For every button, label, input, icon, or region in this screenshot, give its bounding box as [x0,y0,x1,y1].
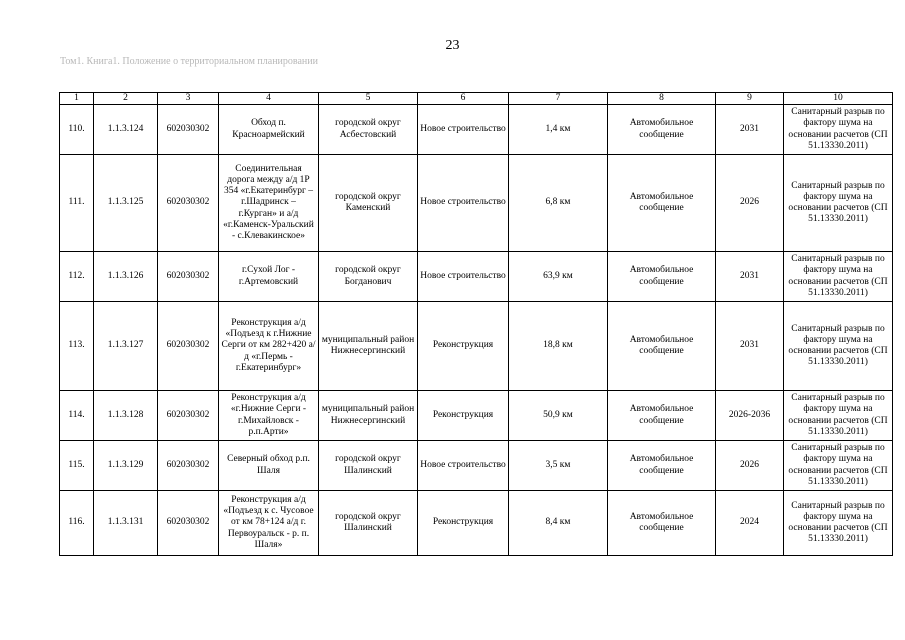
zone-note: Санитарный разрыв по фактору шума на основании расчетов (СП 51.13330.2011) [784,441,893,491]
work-type: Новое строительство [418,155,509,252]
object-code: 1.1.3.131 [94,491,158,556]
purpose: Автомобильное сообщение [608,252,716,302]
deadline: 2031 [716,105,784,155]
deadline: 2026 [716,155,784,252]
table-row [60,441,893,491]
classifier-code: 602030302 [158,391,219,441]
column-header: 4 [219,93,319,105]
table-row [60,302,893,391]
document-header: Том1. Книга1. Положение о территориальном планировании [60,56,318,67]
purpose: Автомобильное сообщение [608,155,716,252]
location: городской округ Шалинский [319,441,418,491]
classifier-code: 602030302 [158,252,219,302]
zone-note: Санитарный разрыв по фактору шума на основании расчетов (СП 51.13330.2011) [784,491,893,556]
zone-note: Санитарный разрыв по фактору шума на основании расчетов (СП 51.13330.2011) [784,391,893,441]
zone-note: Санитарный разрыв по фактору шума на основании расчетов (СП 51.13330.2011) [784,155,893,252]
purpose: Автомобильное сообщение [608,491,716,556]
length: 18,8 км [509,302,608,391]
purpose: Автомобильное сообщение [608,391,716,441]
deadline: 2026 [716,441,784,491]
deadline: 2024 [716,491,784,556]
table-row [60,252,893,302]
location: городской округ Асбестовский [319,105,418,155]
column-header: 6 [418,93,509,105]
object-code: 1.1.3.128 [94,391,158,441]
object-name: Реконструкция а/д «Подъезд к с. Чусовое от км 78+124 а/д г. Первоуральск - р. п. Шаля» [219,491,319,556]
column-header: 1 [60,93,94,105]
column-header: 10 [784,93,893,105]
length: 50,9 км [509,391,608,441]
zone-note: Санитарный разрыв по фактору шума на основании расчетов (СП 51.13330.2011) [784,302,893,391]
purpose: Автомобильное сообщение [608,441,716,491]
object-name: Соединительная дорога между а/д 1Р 354 «г.Екатеринбург – г.Шадринск – г.Курган» и а/д «г.Каменск-Уральский - с.Клевакинское» [219,155,319,252]
classifier-code: 602030302 [158,155,219,252]
classifier-code: 602030302 [158,491,219,556]
row-number: 112. [60,252,94,302]
work-type: Новое строительство [418,105,509,155]
work-type: Реконструкция [418,302,509,391]
zone-note: Санитарный разрыв по фактору шума на основании расчетов (СП 51.13330.2011) [784,252,893,302]
purpose: Автомобильное сообщение [608,302,716,391]
work-type: Новое строительство [418,441,509,491]
object-name: Реконструкция а/д «г.Нижние Серги - г.Михайловск - р.п.Арти» [219,391,319,441]
planning-table [59,92,893,556]
length: 1,4 км [509,105,608,155]
object-name: Обход п. Красноармейский [219,105,319,155]
row-number: 110. [60,105,94,155]
purpose: Автомобильное сообщение [608,105,716,155]
row-number: 111. [60,155,94,252]
column-header: 8 [608,93,716,105]
object-code: 1.1.3.124 [94,105,158,155]
column-header: 9 [716,93,784,105]
object-code: 1.1.3.125 [94,155,158,252]
table-row [60,155,893,252]
work-type: Новое строительство [418,252,509,302]
length: 3,5 км [509,441,608,491]
classifier-code: 602030302 [158,302,219,391]
length: 63,9 км [509,252,608,302]
length: 8,4 км [509,491,608,556]
row-number: 115. [60,441,94,491]
page-number: 23 [445,38,460,53]
object-code: 1.1.3.129 [94,441,158,491]
location: городской округ Богданович [319,252,418,302]
table-row [60,105,893,155]
row-number: 116. [60,491,94,556]
location: муниципальный район Нижнесергинский [319,302,418,391]
object-name: Реконструкция а/д «Подъезд к г.Нижние Серги от км 282+420 а/д «г.Пермь - г.Екатеринбург» [219,302,319,391]
deadline: 2026-2036 [716,391,784,441]
object-code: 1.1.3.127 [94,302,158,391]
column-header: 7 [509,93,608,105]
location: городской округ Шалинский [319,491,418,556]
length: 6,8 км [509,155,608,252]
table-row [60,491,893,556]
table-row [60,391,893,441]
object-name: г.Сухой Лог - г.Артемовский [219,252,319,302]
work-type: Реконструкция [418,491,509,556]
location: муниципальный район Нижнесергинский [319,391,418,441]
table-header-row [60,93,893,105]
object-name: Северный обход р.п. Шаля [219,441,319,491]
row-number: 113. [60,302,94,391]
column-header: 2 [94,93,158,105]
classifier-code: 602030302 [158,105,219,155]
work-type: Реконструкция [418,391,509,441]
deadline: 2031 [716,302,784,391]
object-code: 1.1.3.126 [94,252,158,302]
row-number: 114. [60,391,94,441]
zone-note: Санитарный разрыв по фактору шума на основании расчетов (СП 51.13330.2011) [784,105,893,155]
column-header: 5 [319,93,418,105]
location: городской округ Каменский [319,155,418,252]
column-header: 3 [158,93,219,105]
classifier-code: 602030302 [158,441,219,491]
deadline: 2031 [716,252,784,302]
